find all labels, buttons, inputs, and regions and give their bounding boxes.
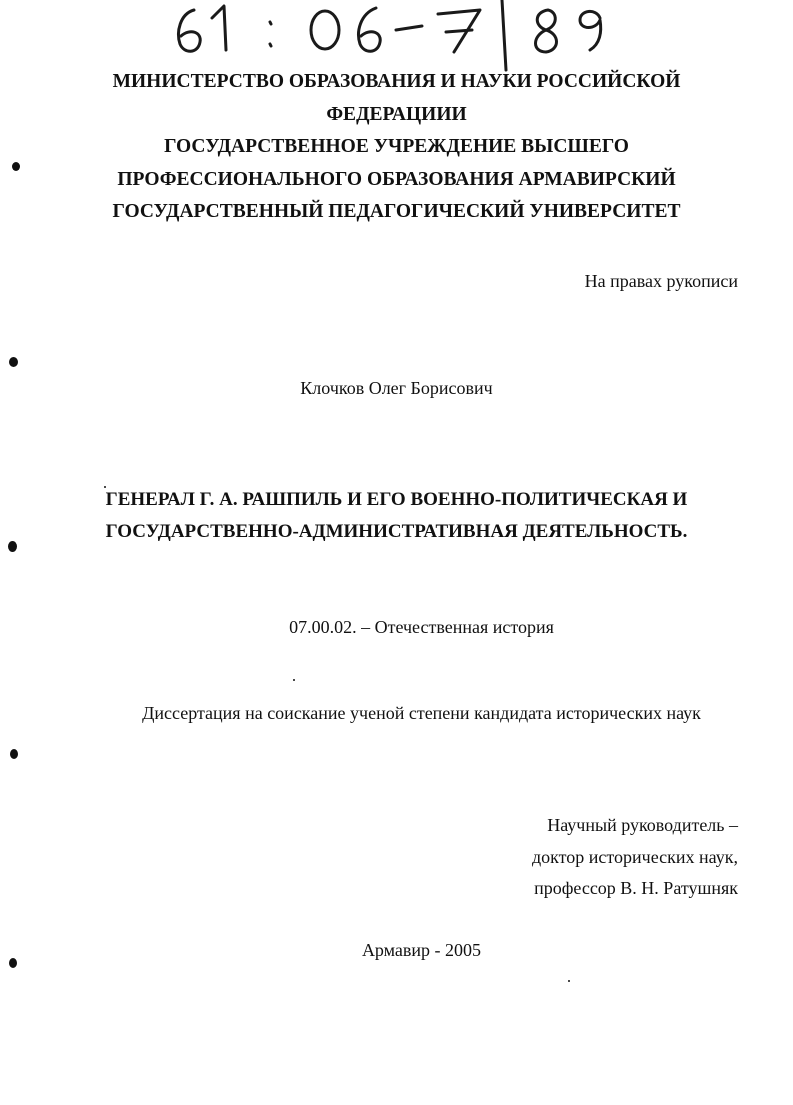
institution-header (0, 66, 793, 229)
scan-mark (12, 162, 20, 171)
title-line: ГОСУДАРСТВЕННО-АДМИНИСТРАТИВНАЯ ДЕЯТЕЛЬНОСТЬ. (105, 521, 688, 542)
scan-mark (9, 357, 18, 367)
header-line: МИНИСТЕРСТВО ОБРАЗОВАНИЯ И НАУКИ РОССИЙСКОЙ (112, 71, 681, 92)
handwritten-number-drawing (150, 0, 630, 72)
supervisor-line: профессор В. Н. Ратушняк (534, 878, 738, 898)
dissertation-title (0, 484, 793, 548)
title-line: ГЕНЕРАЛ Г. А. РАШПИЛЬ И ЕГО ВОЕННО-ПОЛИТИЧЕСКАЯ И (105, 489, 688, 510)
supervisor-line: Научный руководитель – (547, 815, 738, 835)
author-name: Клочков Олег Борисович (300, 378, 493, 398)
scan-mark (8, 541, 17, 552)
scan-speck (568, 980, 570, 982)
scientific-supervisor (532, 810, 738, 905)
header-line: ФЕДЕРАЦИИИ (326, 103, 467, 125)
scan-speck (293, 679, 295, 681)
dissertation-type: Диссертация на соискание ученой степени кандидата исторических наук (142, 703, 701, 723)
header-line: ПРОФЕССИОНАЛЬНОГО ОБРАЗОВАНИЯ АРМАВИРСКИЙ (117, 168, 676, 190)
scan-speck (104, 486, 106, 488)
scan-mark (10, 749, 18, 759)
header-line: ГОСУДАРСТВЕННОЕ УЧРЕЖДЕНИЕ ВЫСШЕГО (164, 136, 629, 157)
rights-note: На правах рукописи (584, 271, 738, 291)
specialty-code: 07.00.02. – Отечественная история (289, 617, 554, 637)
supervisor-line: доктор исторических наук, (532, 846, 738, 867)
header-line: ГОСУДАРСТВЕННЫЙ ПЕДАГОГИЧЕСКИЙ УНИВЕРСИТЕТ (112, 201, 681, 222)
handwritten-archive-number (150, 0, 630, 72)
scan-mark (9, 958, 17, 968)
place-and-year: Армавир - 2005 (361, 940, 482, 960)
